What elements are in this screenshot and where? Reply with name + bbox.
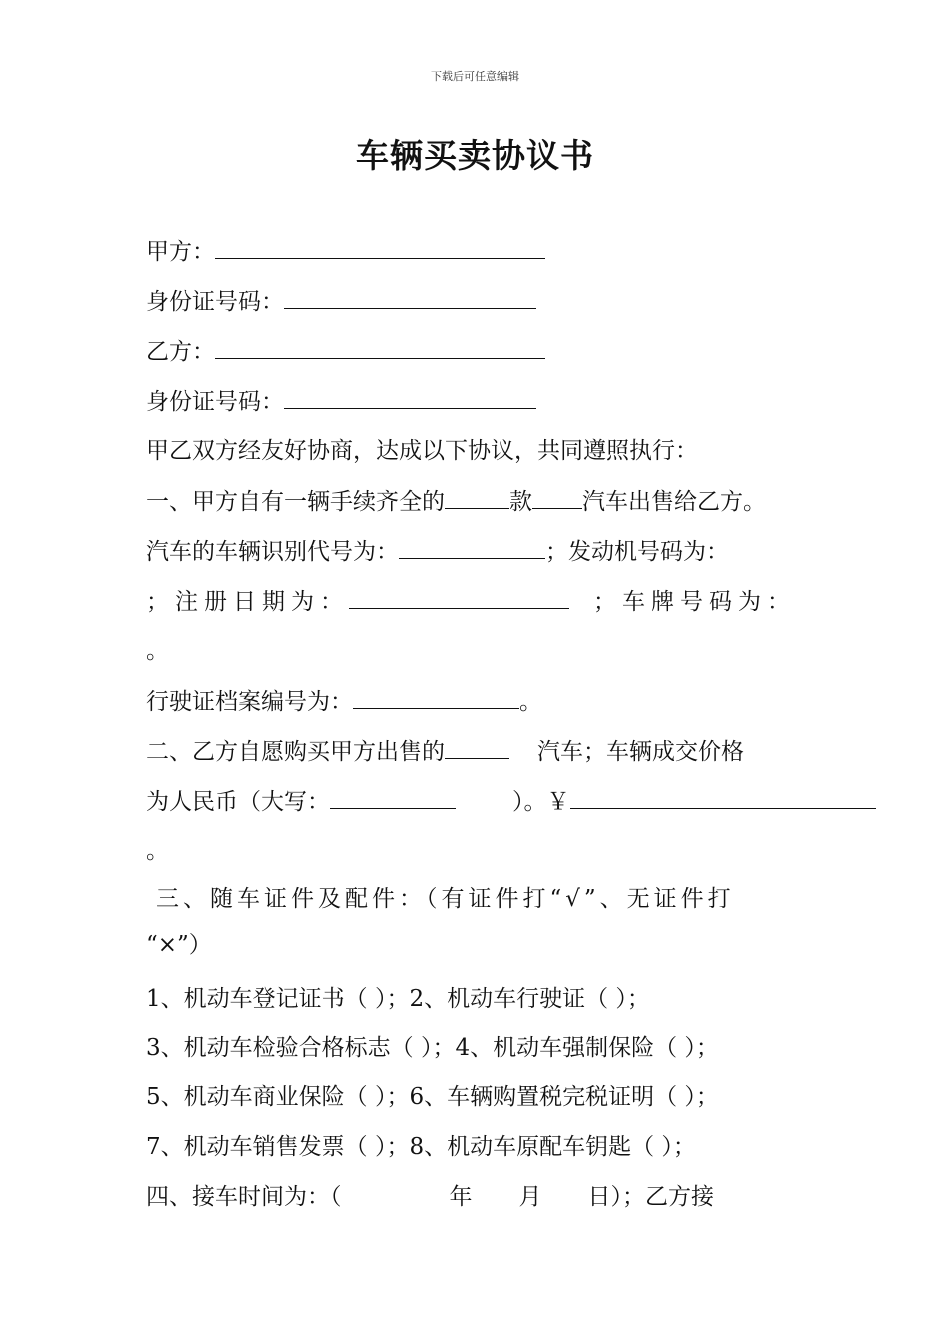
party-b-id-blank[interactable] — [284, 386, 536, 409]
vin-blank[interactable] — [399, 536, 545, 559]
clause1-text-b: 款 — [509, 489, 532, 515]
party-b-blank[interactable] — [215, 336, 545, 359]
clause1-line4: 。 — [146, 638, 169, 664]
purchase-model-blank[interactable] — [445, 736, 509, 759]
clause4-line1 — [146, 1182, 714, 1212]
price-words-blank[interactable] — [330, 786, 456, 809]
header-note: 下载后可任意编辑 — [431, 70, 519, 83]
vin-label: 汽车的车辆识别代号为： — [146, 539, 399, 565]
engine-label: ；发动机号码为： — [545, 539, 729, 565]
clause3-items-row4: 7、机动车销售发票（ ）；8、机动车原配车钥匙（ ）； — [146, 1134, 696, 1160]
clause1-line3 — [146, 586, 796, 617]
clause3-heading: 三、随车证件及配件：（有证件打“√”、无证件打 — [156, 886, 735, 912]
reg-date-blank[interactable] — [349, 586, 569, 609]
party-a-id-blank[interactable] — [284, 286, 536, 309]
clause3-items-row3: 5、机动车商业保险（ ）；6、车辆购置税完税证明（ ）； — [146, 1084, 719, 1110]
party-a-id-line — [146, 286, 536, 317]
clause3-heading-cont: “×”） — [146, 932, 212, 958]
model-blank[interactable] — [445, 486, 509, 509]
clause1-line2 — [146, 536, 729, 567]
clause2-line2 — [146, 786, 876, 817]
clause2-line1 — [146, 736, 744, 767]
pickup-year: 年 — [449, 1184, 473, 1210]
party-a-label: 甲方： — [146, 239, 215, 265]
clause1-line5 — [146, 686, 542, 717]
plate-label: ；车牌号码为： — [593, 589, 796, 615]
intro-line: 甲乙双方经友好协商，达成以下协议，共同遵照执行： — [146, 438, 698, 464]
reg-date-label: ；注册日期为： — [146, 589, 349, 615]
brand-blank[interactable] — [532, 486, 582, 509]
pickup-label: 四、接车时间为：（ — [146, 1184, 342, 1210]
clause2-text-a: 二、乙方自愿购买甲方出售的 — [146, 739, 445, 765]
clause1-text-c: 汽车出售给乙方。 — [582, 489, 766, 515]
pickup-month: 月 — [518, 1184, 542, 1210]
price-mid: ）。￥ — [512, 789, 570, 815]
license-label: 行驶证档案编号为： — [146, 689, 353, 715]
clause1-text-a: 一、甲方自有一辆手续齐全的 — [146, 489, 445, 515]
document-title: 车辆买卖协议书 — [356, 136, 594, 175]
party-b-line — [146, 336, 545, 367]
license-blank[interactable] — [353, 686, 519, 709]
clause3-items-row2: 3、机动车检验合格标志（ ）；4、机动车强制保险（ ）； — [146, 1035, 719, 1061]
party-a-blank[interactable] — [215, 236, 545, 259]
party-a-line — [146, 236, 545, 267]
clause2-line3: 。 — [146, 838, 169, 864]
pickup-day-tail: 日）；乙方接 — [587, 1184, 714, 1210]
clause1-line1 — [146, 486, 766, 517]
clause2-text-b: 汽车；车辆成交价格 — [537, 739, 744, 765]
license-end: 。 — [519, 689, 542, 715]
price-number-blank[interactable] — [570, 786, 876, 809]
clause3-items-row1: 1、机动车登记证书（ ）；2、机动车行驶证（ ）； — [146, 986, 650, 1012]
party-a-id-label: 身份证号码： — [146, 289, 284, 315]
party-b-label: 乙方： — [146, 339, 215, 365]
party-b-id-line — [146, 386, 536, 417]
price-label: 为人民币（大写： — [146, 789, 330, 815]
party-b-id-label: 身份证号码： — [146, 389, 284, 415]
